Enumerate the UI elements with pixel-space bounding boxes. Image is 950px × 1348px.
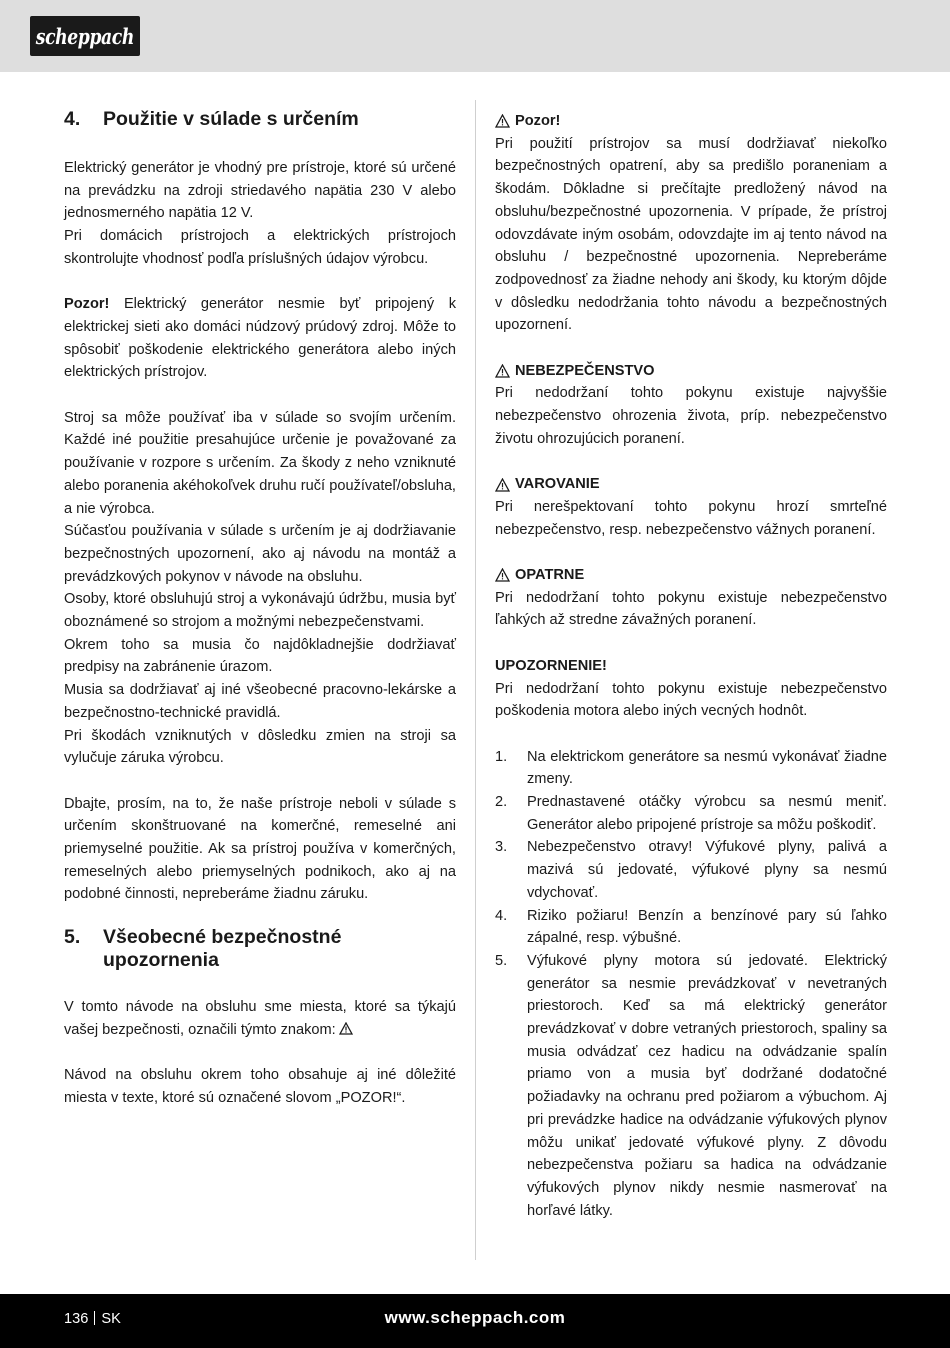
paragraph: Pri nerešpektovaní tohto pokynu hrozí smrteľné nebezpečenstvo, resp. nebezpečenstvo vážnych poranení. xyxy=(495,498,887,538)
list-item: 1. Na elektrickom generátore sa nesmú vykonávať žiadne zmeny. xyxy=(495,748,887,788)
notice-heading: UPOZORNENIE! xyxy=(495,657,607,674)
page-header xyxy=(0,0,950,72)
safety-list xyxy=(495,746,887,1223)
paragraph-text: Elektrický generátor nesmie byť pripojený k elektrickej sieti ako domáci núdzový prúdový zdroj. Môže to spôsobiť poškodenie elektrického generátora alebo iných elektrických prístrojov. xyxy=(64,296,456,381)
section-4-title: Použitie v súlade s určením xyxy=(103,108,359,130)
page-footer xyxy=(0,1294,950,1348)
logo-text: scheppach xyxy=(35,23,135,49)
website-link[interactable]: www.scheppach.com xyxy=(384,1308,566,1327)
warning-triangle-icon xyxy=(339,1020,353,1033)
paragraph: Okrem toho sa musia čo najdôkladnejšie dodržiavať predpisy na zabránenie úrazom. xyxy=(64,636,456,676)
section-5-heading xyxy=(64,926,456,972)
paragraph: Pri použití prístrojov sa musí dodržiavať niekoľko bezpečnostných opatrení, aby sa predišlo poraneniam a škodám. Dôkladne si prečítajte predložený návod na obsluhu/bezpečnostné upozornenia. V prípade, že prístroj odovzdávate iným osobám, odovzdajte im aj tento návod na obsluhu / bezpečnostné upozornenia. Nepreberáme zodpovednosť za žiadne nehody ani škody, ku ktorým dôjde v dôsledku nedodržania tohto návodu a bezpečnostných upozornení. xyxy=(495,135,887,334)
page-number: 136 SK xyxy=(64,1311,121,1327)
warning-triangle-icon xyxy=(495,114,510,128)
language-code: SK xyxy=(101,1311,121,1327)
warning-triangle-icon xyxy=(495,478,510,492)
section-4-heading xyxy=(64,108,456,131)
paragraph: Pri škodách vzniknutých v dôsledku zmien na stroji sa vylučuje záruka výrobcu. xyxy=(64,727,456,767)
section-4-number: 4. xyxy=(64,108,81,130)
scheppach-logo xyxy=(30,16,140,56)
list-item: 3. Nebezpečenstvo otravy! Výfukové plyny, palivá a mazivá sú jedovaté, výfukové plyny sa nesmú vdychovať. xyxy=(495,839,887,901)
list-item: 4. Riziko požiaru! Benzín a benzínové pary sú ľahko zápalné, resp. výbušné. xyxy=(495,907,887,947)
paragraph: Pri nedodržaní tohto pokynu existuje najvyššie nebezpečenstvo ohrozenia života, príp. nebezpečenstvo životu ohrozujúcich poranení. xyxy=(495,385,887,447)
paragraph: Musia sa dodržiavať aj iné všeobecné pracovno-lekárske a bezpečnostno-technické pravidlá. xyxy=(64,682,456,721)
warning-triangle-icon xyxy=(495,568,510,582)
pozor-label: Pozor! xyxy=(64,296,110,313)
paragraph: Elektrický generátor je vhodný pre prístroje, ktoré sú určené na prevádzku na zdroji striedavého napätia 230 V alebo jednosmerného napätia 12 V. xyxy=(64,160,456,222)
right-column xyxy=(495,100,887,1222)
paragraph: Pri domácich prístrojoch a elektrických prístrojoch skontrolujte vhodnosť podľa príslušných údajov výrobcu. xyxy=(64,228,456,267)
paragraph: Pri nedodržaní tohto pokynu existuje nebezpečenstvo ľahkých až stredne závažných poranení. xyxy=(495,589,887,629)
pozor-heading: Pozor! xyxy=(495,110,887,133)
list-item: 2. Prednastavené otáčky výrobcu sa nesmú meniť. Generátor alebo pripojené prístroje sa môžu poškodiť. xyxy=(495,794,887,833)
paragraph-text: V tomto návode na obsluhu sme miesta, ktoré sa týkajú vašej bezpečnosti, označili týmto znakom: xyxy=(64,999,456,1038)
section-5-number: 5. xyxy=(64,926,81,949)
paragraph: Osoby, ktoré obsluhujú stroj a vykonávajú údržbu, musia byť oboznámené so strojom a možnými nebezpečenstvami. xyxy=(64,591,456,631)
danger-heading: NEBEZPEČENSTVO xyxy=(495,360,887,383)
left-column xyxy=(64,100,456,1110)
paragraph: Súčasťou používania v súlade s určením je aj dodržiavanie bezpečnostných upozornení, ako aj návodu na montáž a prevádzkových pokynov v návode na obsluhu. xyxy=(64,523,456,585)
warning-heading: VAROVANIE xyxy=(495,473,887,496)
paragraph xyxy=(64,293,456,384)
paragraph: Dbajte, prosím, na to, že naše prístroje neboli v súlade s určením skonštruované na komerčné, remeselné ani priemyselné použitie. Ak sa prístroj používa v komerčných, remeselných alebo priemyselných podnikoch, ako aj na podobné činnosti, nepreberáme žiadnu záruku. xyxy=(64,795,456,903)
paragraph xyxy=(64,996,456,1041)
paragraph: Pri nedodržaní tohto pokynu existuje nebezpečenstvo poškodenia motora alebo iných vecných hodnôt. xyxy=(495,680,887,720)
paragraph: Návod na obsluhu okrem toho obsahuje aj iné dôležité miesta v texte, ktoré sú označené slovom „POZOR!“. xyxy=(64,1067,456,1106)
caution-heading: OPATRNE xyxy=(495,564,887,587)
paragraph: Stroj sa môže používať iba v súlade so svojím určením. Každé iné použitie presahujúce určenie je považované za používanie v rozpore s určením. Za škody z neho vzniknuté alebo poranenia akéhokoľvek druhu ručí používateľ/obsluha, a nie výrobca. xyxy=(64,409,456,517)
list-item: 5. Výfukové plyny motora sú jedovaté. Elektrický generátor sa nesmie prevádzkovať v nevetraných priestoroch. Keď sa má elektrický generátor prevádzkovať v dobre vetraných priestoroch, spaliny sa musia odvádzať cez hadicu na odvádzanie spalín priamo von a musia byť dodržané dodatočné požiadavky na ochranu pred požiarom a výbuchom. Aj pri prevádzke hadice na odvádzanie výfukových plynov môžu unikať jedovaté výfukové plyny. Z dôvodu nebezpečenstva požiaru sa hadica na odvádzanie výfukových plynov nikdy nesmie nasmerovať na horľavé látky. xyxy=(495,952,887,1219)
column-divider xyxy=(475,100,476,1260)
section-5-title: Všeobecné bezpečnostné upozornenia xyxy=(103,926,342,972)
warning-triangle-icon xyxy=(495,364,510,378)
